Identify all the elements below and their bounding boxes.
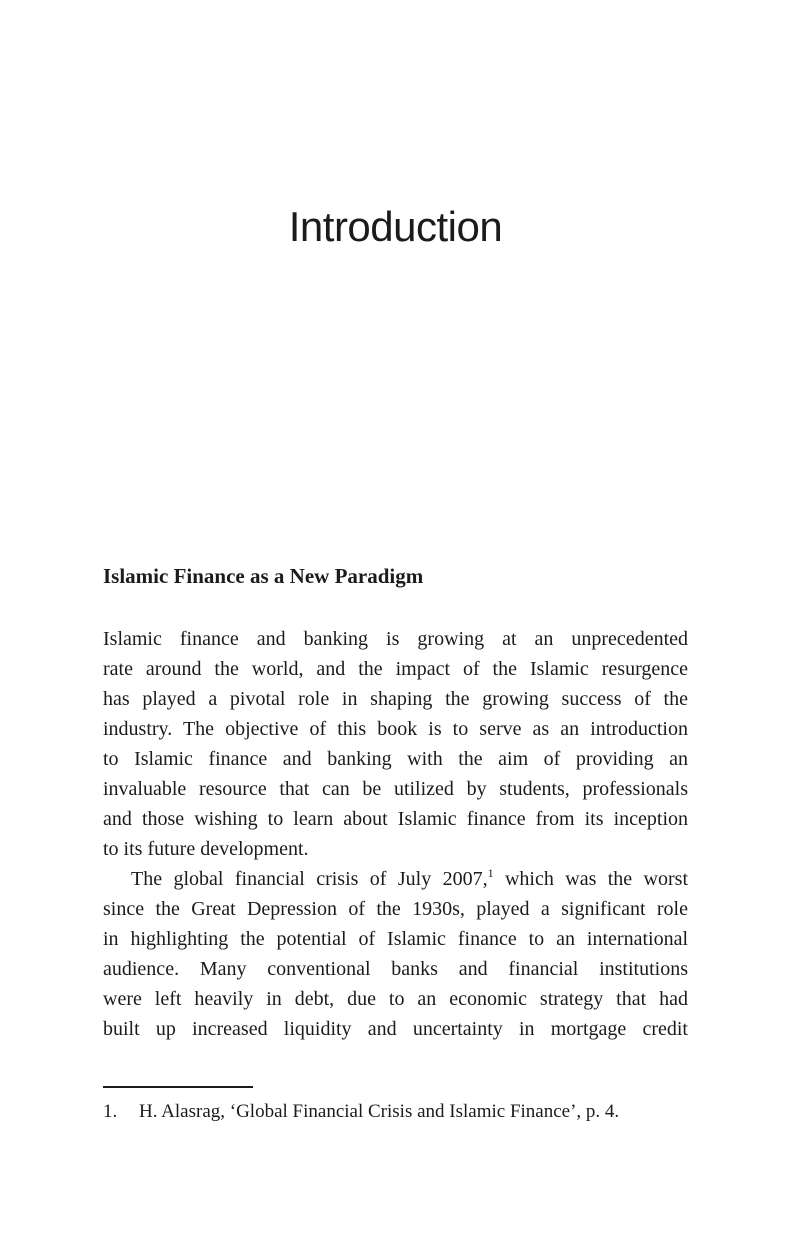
chapter-title: Introduction — [288, 203, 503, 250]
paragraph-1 — [103, 624, 688, 864]
paragraph-2-text-after-ref: which was the worst — [493, 868, 689, 890]
body-line: since the Great Depression of the 1930s, played a significant role — [103, 898, 688, 920]
body-line: audience. Many conventional banks and financial institutions — [103, 958, 688, 980]
body-text — [103, 624, 688, 1044]
body-line: to its future development. — [103, 838, 309, 860]
paragraph-2-rest — [103, 894, 688, 1044]
body-line: were left heavily in debt, due to an economic strategy that had — [103, 988, 688, 1010]
body-line: rate around the world, and the impact of the Islamic resurgence — [103, 658, 688, 680]
body-line: and those wishing to learn about Islamic finance from its inception — [103, 808, 688, 830]
paragraph-2-first-line — [103, 864, 688, 894]
body-line: in highlighting the potential of Islamic finance to an international — [103, 928, 688, 950]
body-line: has played a pivotal role in shaping the growing success of the — [103, 688, 688, 710]
section-heading: Islamic Finance as a New Paradigm — [103, 564, 424, 588]
footnote — [103, 1099, 688, 1125]
body-line: to Islamic finance and banking with the aim of providing an — [103, 748, 688, 770]
footnote-number: 1. — [103, 1101, 118, 1122]
footnote-rule — [103, 1086, 253, 1088]
paragraph-2-text-before-ref: The global financial crisis of July 2007, — [131, 868, 488, 890]
body-line: invaluable resource that can be utilized by students, professionals — [103, 778, 688, 800]
footnote-text: H. Alasrag, ‘Global Financial Crisis and Islamic Finance’, p. 4. — [139, 1101, 620, 1122]
footnote-reference: 1 — [487, 866, 494, 880]
paragraph-2 — [103, 864, 688, 1044]
body-line: industry. The objective of this book is to serve as an introduction — [103, 718, 688, 740]
body-line: built up increased liquidity and uncertainty in mortgage credit — [103, 1018, 688, 1040]
body-line: Islamic finance and banking is growing at an unprecedented — [103, 628, 688, 650]
